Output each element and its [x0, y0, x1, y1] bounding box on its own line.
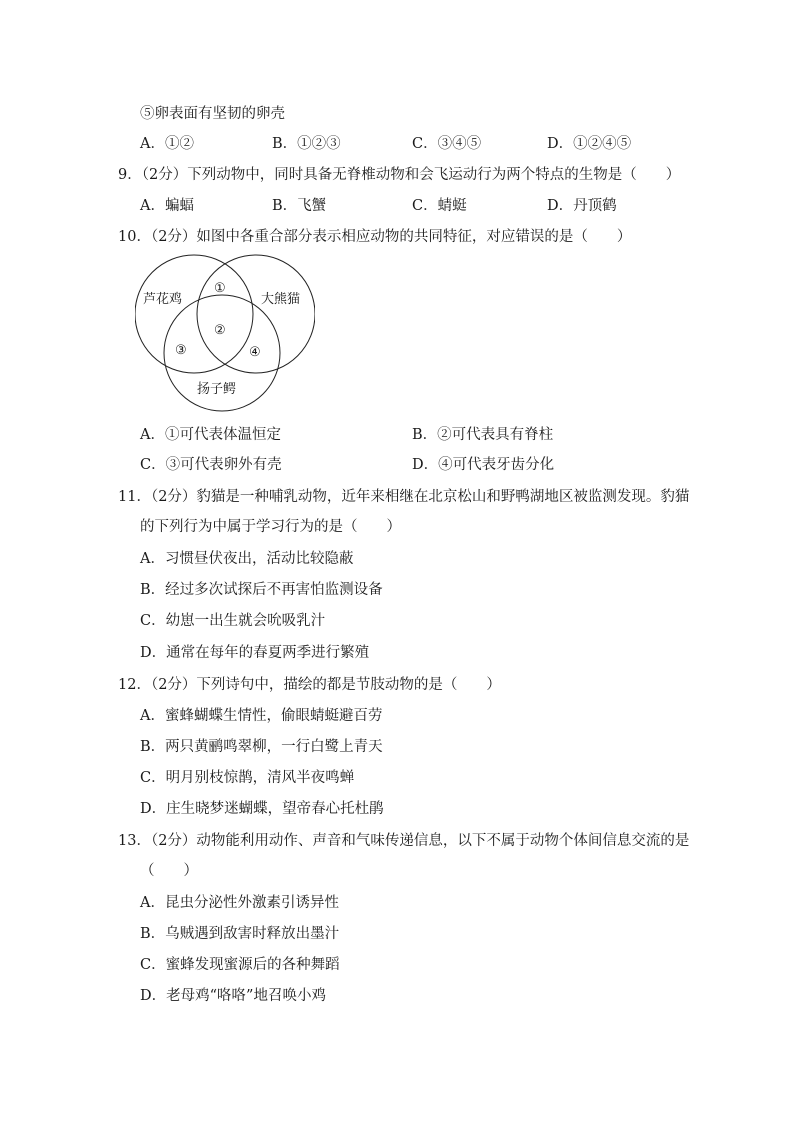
- venn-region-1: ①: [214, 281, 226, 296]
- venn-circle-luhuaji: [135, 255, 253, 373]
- q11-stem-line1: 11．（2分）豹猫是一种哺乳动物，近年来相继在北京松山和野鸭湖地区被监测发现。豹猫: [118, 489, 690, 505]
- q11-option-a[interactable]: A．习惯昼伏夜出，活动比较隐蔽: [140, 551, 354, 567]
- q12-option-a[interactable]: A．蜜蜂蝴蝶生情性，偷眼蜻蜓避百劳: [140, 708, 383, 724]
- q12-option-d[interactable]: D．庄生晓梦迷蝴蝶，望帝春心托杜鹃: [140, 801, 384, 817]
- q13-option-d[interactable]: D．老母鸡“咯咯”地召唤小鸡: [140, 988, 326, 1004]
- q9-stem: 9．（2分）下列动物中，同时具备无脊椎动物和会飞运动行为两个特点的生物是（ ）: [118, 167, 681, 183]
- venn-region-4: ④: [249, 345, 261, 360]
- venn-label-yangzie: 扬子鳄: [197, 382, 237, 397]
- q11-stem-line2: 的下列行为中属于学习行为的是（ ）: [140, 519, 401, 535]
- q8-option-b[interactable]: B．①②③: [272, 136, 341, 152]
- q11-option-c[interactable]: C．幼崽一出生就会吮吸乳汁: [140, 613, 326, 629]
- q8-option-a[interactable]: A．①②: [140, 136, 194, 152]
- q9-option-c[interactable]: C．蜻蜓: [412, 198, 467, 214]
- q9-option-d[interactable]: D．丹顶鹤: [547, 198, 617, 214]
- q10-option-a[interactable]: A．①可代表体温恒定: [140, 427, 281, 443]
- venn-diagram: [135, 253, 315, 413]
- q8-option-d[interactable]: D．①②④⑤: [547, 136, 632, 152]
- q10-option-b[interactable]: B．②可代表具有脊柱: [412, 427, 554, 443]
- q13-stem-line1: 13．（2分）动物能利用动作、声音和气味传递信息，以下不属于动物个体间信息交流的是: [118, 833, 690, 849]
- q10-stem: 10．（2分）如图中各重合部分表示相应动物的共同特征，对应错误的是（ ）: [118, 229, 632, 245]
- q12-stem: 12．（2分）下列诗句中，描绘的都是节肢动物的是（ ）: [118, 677, 501, 693]
- q13-option-c[interactable]: C．蜜蜂发现蜜源后的各种舞蹈: [140, 957, 340, 973]
- q11-option-b[interactable]: B．经过多次试探后不再害怕监测设备: [140, 582, 383, 598]
- q9-option-b[interactable]: B．飞蟹: [272, 198, 327, 214]
- q10-option-d[interactable]: D．④可代表牙齿分化: [412, 457, 555, 473]
- q8-statement-5: ⑤卵表面有坚韧的卵壳: [140, 106, 285, 122]
- q10-option-c[interactable]: C．③可代表卵外有壳: [140, 457, 282, 473]
- venn-label-luhuaji: 芦花鸡: [143, 292, 183, 307]
- venn-region-3: ③: [175, 343, 187, 358]
- q13-option-b[interactable]: B．乌贼遇到敌害时释放出墨汁: [140, 926, 340, 942]
- q9-option-a[interactable]: A．蝙蝠: [140, 198, 194, 214]
- venn-region-2: ②: [214, 323, 226, 338]
- q13-option-a[interactable]: A．昆虫分泌性外激素引诱异性: [140, 895, 339, 911]
- q8-option-c[interactable]: C．③④⑤: [412, 136, 482, 152]
- venn-label-daxiongmao: 大熊猫: [261, 292, 301, 307]
- q13-stem-line2: （ ）: [140, 863, 198, 879]
- q12-option-b[interactable]: B．两只黄鹂鸣翠柳，一行白鹭上青天: [140, 739, 383, 755]
- q12-option-c[interactable]: C．明月别枝惊鹊，清风半夜鸣蝉: [140, 770, 355, 786]
- q11-option-d[interactable]: D．通常在每年的春夏两季进行繁殖: [140, 645, 370, 661]
